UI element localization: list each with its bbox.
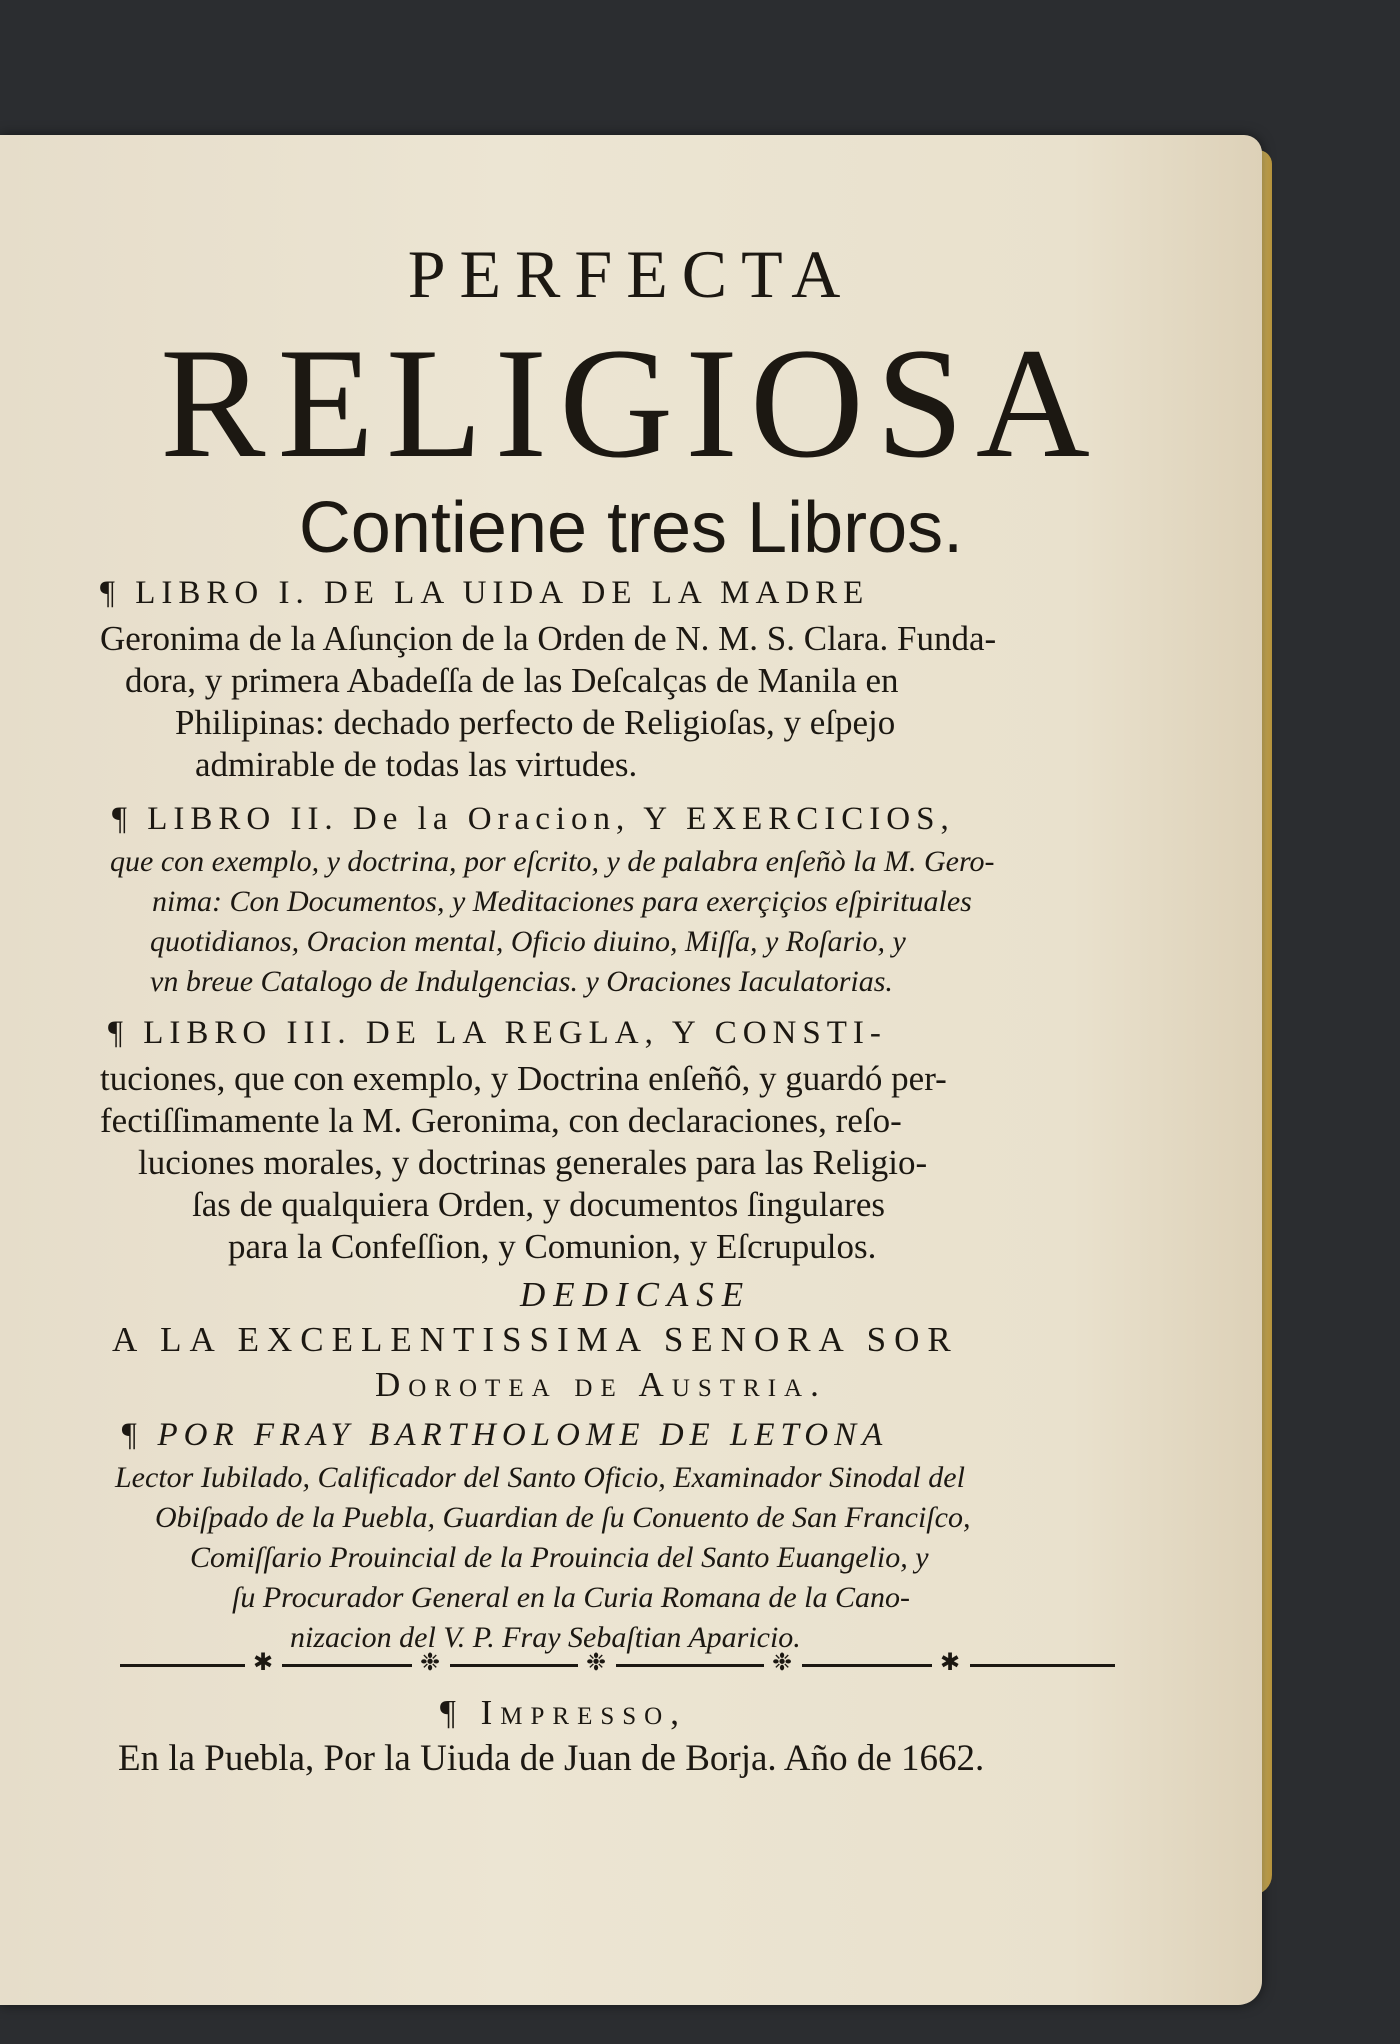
title-page-text <box>0 135 1262 2005</box>
libro1-line-1: ¶ LIBRO I. DE LA UIDA DE LA MADRE <box>100 575 870 611</box>
author-line-6: nizacion del V. P. Fray Sebaſtian Aparicio. <box>290 1621 801 1654</box>
author-line-3: Obiſpado de la Puebla, Guardian de ſu Conuento de San Franciſco, <box>155 1501 971 1534</box>
libro3-line-2: tuciones, que con exemplo, y Doctrina enſeñô, y guardó per- <box>100 1059 947 1098</box>
libro2-line-2: que con exemplo, y doctrina, por eſcrito, y de palabra enſeñò la M. Gero- <box>110 845 995 878</box>
dedication-line-2: A LA EXCELENTISSIMA SENORA SOR <box>112 1320 959 1359</box>
libro3-line-4: luciones morales, y doctrinas generales para las Religio- <box>138 1143 928 1182</box>
libro1-line-4: Philipinas: dechado perfecto de Religioſas, y eſpejo <box>175 703 896 742</box>
libro3-line-1: ¶ LIBRO III. DE LA REGLA, Y CONSTI- <box>108 1015 887 1051</box>
dedication-line-1: DEDICASE <box>520 1275 752 1314</box>
title-page <box>0 135 1262 2005</box>
author-line-2: Lector Iubilado, Calificador del Santo Oficio, Examinador Sinodal del <box>115 1461 965 1494</box>
imprint-line-2: En la Puebla, Por la Uiuda de Juan de Borja. Año de 1662. <box>118 1738 985 1779</box>
author-line-1: ¶ POR FRAY BARTHOLOME DE LETONA <box>120 1417 889 1453</box>
dedication-line-3: Dorotea de Austria. <box>375 1365 827 1404</box>
libro3-line-5: ſas de qualquiera Orden, y documentos ſingulares <box>192 1185 885 1224</box>
ornamental-rule: ✱ ❉ ❉ ❉ ✱ <box>120 1657 1115 1675</box>
libro2-line-5: vn breue Catalogo de Indulgencias. y Oraciones Iaculatorias. <box>150 965 893 998</box>
author-line-5: ſu Procurador General en la Curia Romana de la Cano- <box>232 1581 911 1614</box>
libro1-line-5: admirable de todas las virtudes. <box>195 745 638 784</box>
libro3-line-6: para la Confeſſion, y Comunion, y Eſcrupulos. <box>228 1227 877 1266</box>
imprint-line-1: ¶ Impresso, <box>440 1693 687 1732</box>
libro1-line-2: Geronima de la Aſunçion de la Orden de N. M. S. Clara. Funda- <box>100 619 997 658</box>
author-line-4: Comiſſario Prouincial de la Prouincia del Santo Euangelio, y <box>190 1541 929 1574</box>
libro2-line-4: quotidianos, Oracion mental, Oficio diuino, Miſſa, y Roſario, y <box>150 925 906 958</box>
libro2-line-1: ¶ LIBRO II. De la Oracion, Y EXERCICIOS, <box>112 801 955 837</box>
libro1-line-3: dora, y primera Abadeſſa de las Deſcalças de Manila en <box>125 661 899 700</box>
libro3-line-3: fectiſſimamente la M. Geronima, con declaraciones, reſo- <box>100 1101 902 1140</box>
title-line-1: PERFECTA <box>407 236 855 312</box>
libro2-line-3: nima: Con Documentos, y Meditaciones para exerçiçios eſpirituales <box>152 885 972 918</box>
title-line-3: Contiene tres Libros. <box>298 488 964 568</box>
title-line-2: RELIGIOSA <box>160 316 1102 491</box>
